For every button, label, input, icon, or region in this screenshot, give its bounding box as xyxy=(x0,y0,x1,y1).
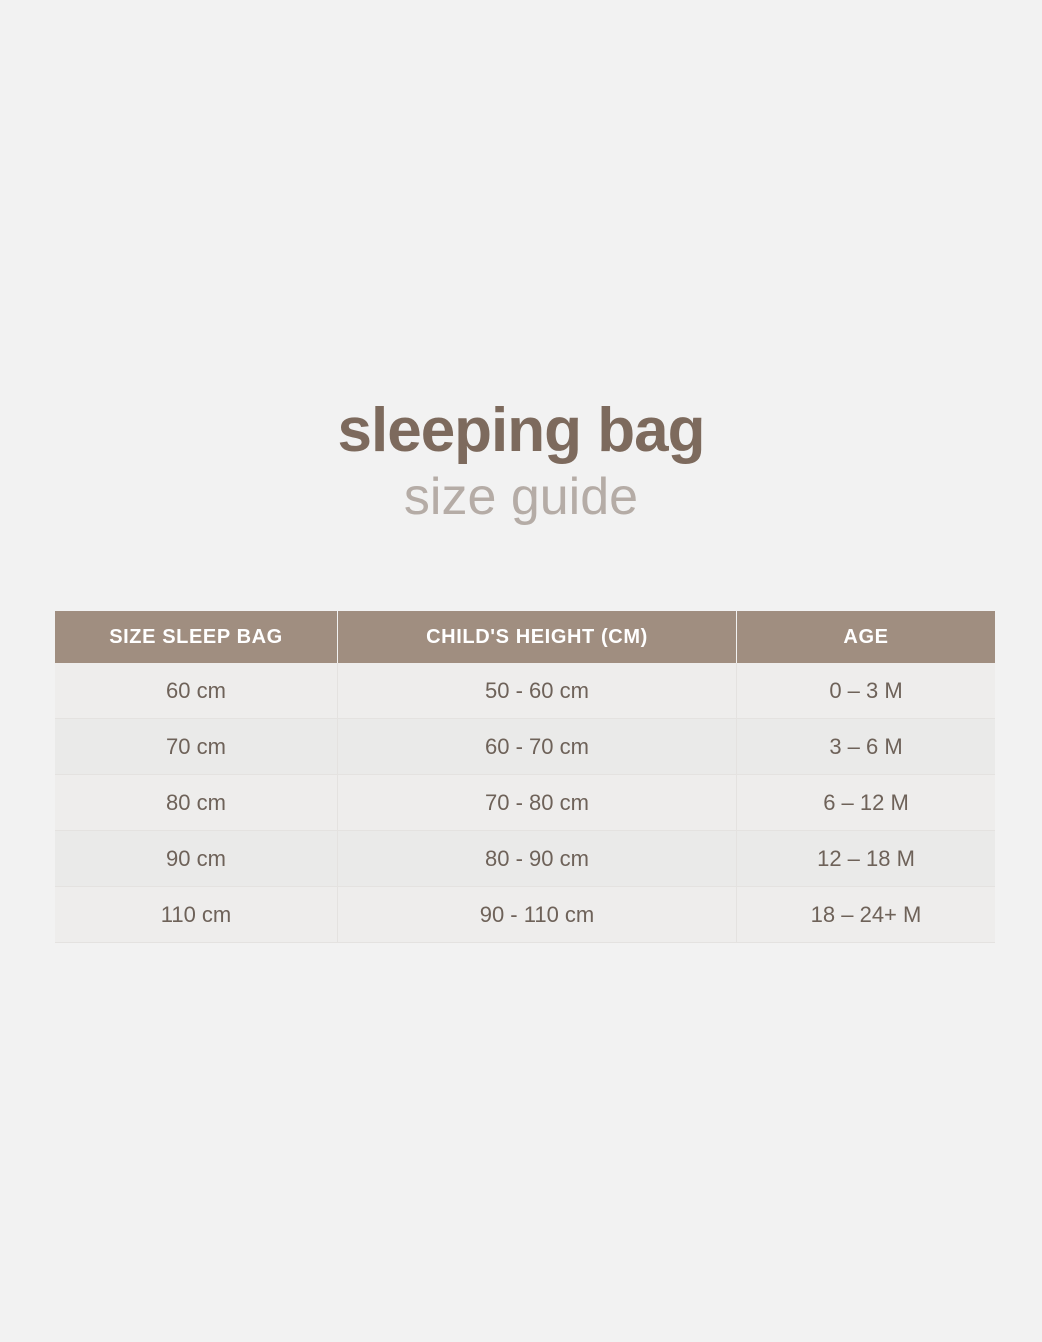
cell-age: 6 – 12 M xyxy=(737,775,996,831)
size-table xyxy=(55,611,995,943)
table-header xyxy=(55,611,995,663)
cell-size: 90 cm xyxy=(55,831,338,887)
cell-height: 50 - 60 cm xyxy=(338,663,737,719)
table-row xyxy=(55,663,995,719)
cell-height: 60 - 70 cm xyxy=(338,719,737,775)
cell-height: 90 - 110 cm xyxy=(338,887,737,943)
table-row xyxy=(55,719,995,775)
cell-size: 80 cm xyxy=(55,775,338,831)
page-subtitle: size guide xyxy=(403,468,639,527)
cell-height: 80 - 90 cm xyxy=(338,831,737,887)
cell-size: 70 cm xyxy=(55,719,338,775)
page-title: sleeping bag xyxy=(337,396,705,465)
table-header-row xyxy=(55,611,995,663)
table-row xyxy=(55,775,995,831)
cell-size: 60 cm xyxy=(55,663,338,719)
cell-size: 110 cm xyxy=(55,887,338,943)
column-header-age: AGE xyxy=(737,611,996,663)
table-body xyxy=(55,663,995,943)
size-table-container xyxy=(55,611,987,943)
cell-age: 12 – 18 M xyxy=(737,831,996,887)
cell-age: 0 – 3 M xyxy=(737,663,996,719)
column-header-height: CHILD'S HEIGHT (CM) xyxy=(338,611,737,663)
cell-age: 3 – 6 M xyxy=(737,719,996,775)
table-row xyxy=(55,887,995,943)
page-heading xyxy=(0,398,1042,526)
table-row xyxy=(55,831,995,887)
cell-height: 70 - 80 cm xyxy=(338,775,737,831)
cell-age: 18 – 24+ M xyxy=(737,887,996,943)
column-header-size: SIZE SLEEP BAG xyxy=(55,611,338,663)
